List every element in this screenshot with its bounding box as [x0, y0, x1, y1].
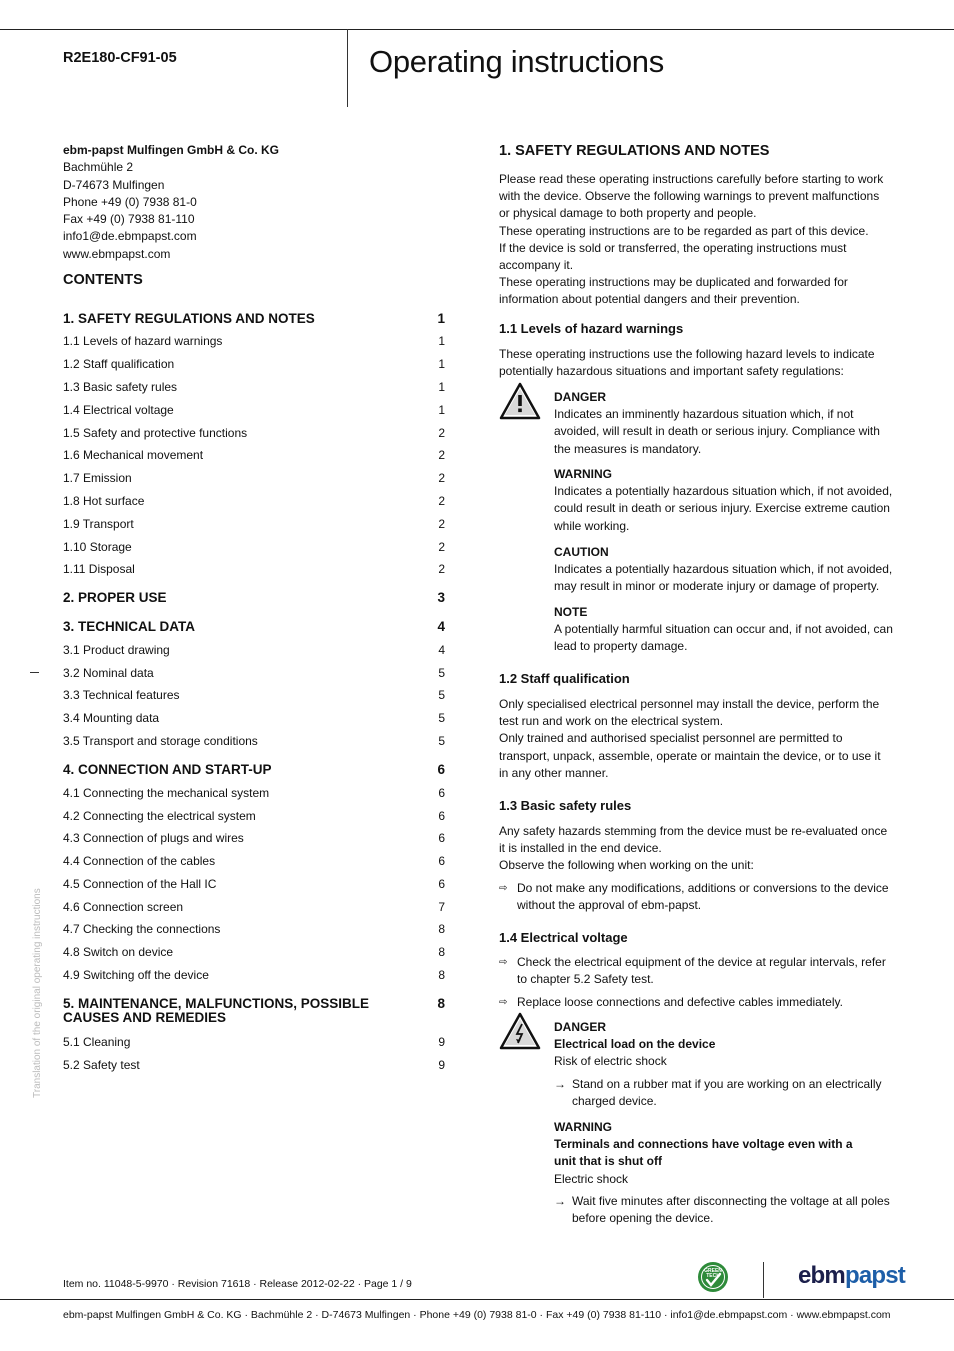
toc-label — [63, 448, 203, 462]
toc-page-number: 6 — [438, 831, 445, 845]
toc-label-line: 3.5 Transport and storage conditions — [63, 734, 258, 748]
toc-label-line: 4.9 Switching off the device — [63, 968, 209, 982]
arrow-right-icon: → — [554, 1194, 566, 1208]
basic-rules-bullet — [499, 880, 891, 914]
toc-page-number: 5 — [438, 711, 445, 725]
toc-page-number: 1 — [437, 311, 445, 326]
arrow-bullet-icon: ⇨ — [499, 997, 508, 1008]
address-block — [63, 142, 363, 263]
note-block — [554, 604, 894, 656]
toc-label-line: 4.1 Connecting the mechanical system — [63, 786, 270, 800]
ebmpapst-logo — [798, 1262, 905, 1290]
toc-page-number: 6 — [438, 877, 445, 891]
logo-part-papst: papst — [844, 1262, 905, 1289]
toc-label-line: 1.5 Safety and protective functions — [63, 426, 248, 440]
toc-label-line: 4.3 Connection of plugs and wires — [63, 831, 244, 845]
toc-label — [63, 540, 132, 554]
safety-intro-2: These operating instructions are to be regarded as part of this device. — [499, 223, 869, 238]
toc-label-line: 3.4 Mounting data — [63, 711, 160, 725]
toc-label — [63, 426, 247, 440]
toc-label-line: 1.11 Disposal — [63, 562, 135, 576]
toc-page-number: 7 — [438, 900, 445, 914]
email: info1@de.ebmpapst.com — [63, 229, 197, 244]
voltage-heading: 1.4 Electrical voltage — [499, 930, 628, 945]
toc-label — [63, 945, 173, 959]
toc-label-line: 1.10 Storage — [63, 540, 132, 554]
toc-label — [63, 900, 183, 914]
toc-label — [63, 311, 315, 326]
levels-text: These operating instructions use the following hazard levels to indicate potentially hazardous situations and important safety regulations: — [499, 347, 875, 379]
footer-rule — [0, 1299, 954, 1300]
toc-label — [63, 380, 177, 394]
toc-label-line: 5.2 Safety test — [63, 1058, 140, 1072]
toc-page-number: 5 — [438, 666, 445, 680]
arrow-bullet-icon: ⇨ — [499, 957, 508, 968]
toc-page-number: 5 — [438, 734, 445, 748]
toc-page-number: 8 — [437, 996, 445, 1011]
voltage-danger-text: Risk of electric shock — [554, 1054, 667, 1069]
document-info: Item no. 11048-5-9970 · Revision 71618 · Release 2012-02-22 · Page 1 / 9 — [63, 1278, 412, 1290]
toc-label — [63, 968, 209, 982]
toc-label-line: 1.7 Emission — [63, 471, 132, 485]
voltage-danger-action — [554, 1076, 894, 1110]
toc-label — [63, 357, 174, 371]
toc-page-number: 8 — [438, 945, 445, 959]
warning-text: Indicates a potentially hazardous situation which, if not avoided, could result in death or serious injury. Exercise extreme caution while working. — [554, 484, 893, 533]
margin-tick — [30, 672, 39, 673]
toc-page-number: 6 — [438, 786, 445, 800]
website: www.ebmpapst.com — [63, 246, 171, 261]
toc-label-line: 4. CONNECTION AND START-UP — [63, 762, 272, 777]
basic-rules-heading: 1.3 Basic safety rules — [499, 798, 632, 813]
danger-block — [554, 389, 894, 458]
toc-page-number: 9 — [438, 1058, 445, 1072]
toc-label-line: 2. PROPER USE — [63, 590, 167, 605]
toc-page-number: 2 — [438, 448, 445, 462]
toc-label-line: 4.4 Connection of the cables — [63, 854, 216, 868]
toc-page-number: 2 — [438, 426, 445, 440]
toc-label — [63, 334, 222, 348]
warning-triangle-icon — [499, 382, 541, 425]
footer-address: ebm-papst Mulfingen GmbH & Co. KG · Bachmühle 2 · D-74673 Mulfingen · Phone +49 (0) 7938 81-0 · Fax +49 (0) 7938 81-110 · info1@de.ebmpapst.com · www.ebmpapst.com — [63, 1309, 891, 1321]
staff-text — [499, 696, 891, 782]
voltage-warning-text: Electric shock — [554, 1171, 629, 1186]
logo-part-ebm: ebm — [798, 1262, 845, 1289]
note-title: NOTE — [554, 605, 588, 619]
staff-text-1: Only specialised electrical personnel may install the device, perform the test run and work on the electrical system. — [499, 697, 880, 729]
toc-page-number: 2 — [438, 471, 445, 485]
toc-label — [63, 590, 167, 605]
toc-page-number: 1 — [438, 334, 445, 348]
toc-page-number: 1 — [438, 380, 445, 394]
staff-text-2: Only trained and authorised specialist personnel are permitted to transport, unpack, assemble, operate or maintain the device, or to use it in any other manner. — [499, 731, 881, 780]
voltage-bullet-1-text: Check the electrical equipment of the device at regular intervals, refer to chapter 5.2 Safety test. — [517, 955, 886, 987]
toc-page-number: 5 — [438, 688, 445, 702]
toc-label-line: 1.4 Electrical voltage — [63, 403, 174, 417]
voltage-warning-block — [554, 1119, 894, 1188]
caution-block — [554, 544, 894, 596]
voltage-danger-action-text: Stand on a rubber mat if you are working on an electrically charged device. — [572, 1077, 882, 1109]
phone: Phone +49 (0) 7938 81-0 — [63, 194, 197, 209]
voltage-warning-action — [554, 1193, 894, 1227]
toc-page-number: 1 — [438, 403, 445, 417]
toc-page-number: 3 — [437, 590, 445, 605]
toc-label — [63, 643, 170, 657]
safety-intro — [499, 171, 891, 309]
safety-heading: 1. SAFETY REGULATIONS AND NOTES — [499, 143, 770, 159]
toc-label-line: 1.9 Transport — [63, 517, 134, 531]
toc-page-number: 8 — [438, 922, 445, 936]
arrow-right-icon: → — [554, 1077, 566, 1091]
basic-rules-text — [499, 823, 891, 875]
toc-page-number: 9 — [438, 1035, 445, 1049]
toc-page-number: 4 — [438, 643, 445, 657]
voltage-bullet-2 — [499, 994, 891, 1011]
voltage-warning-title: WARNING — [554, 1120, 612, 1134]
toc-label — [63, 831, 244, 845]
toc-label — [63, 471, 132, 485]
toc-label — [63, 562, 135, 576]
toc-label-line: 5. MAINTENANCE, MALFUNCTIONS, POSSIBLE — [63, 996, 370, 1011]
city: D-74673 Mulfingen — [63, 177, 165, 192]
safety-intro-4: These operating instructions may be duplicated and forwarded for information about potential dangers and their prevention. — [499, 275, 848, 307]
voltage-danger-block — [554, 1019, 894, 1071]
toc-label-line: 4.6 Connection screen — [63, 900, 184, 914]
company-name: ebm-papst Mulfingen GmbH & Co. KG — [63, 143, 279, 157]
toc-label — [63, 1058, 140, 1072]
toc-page-number: 6 — [438, 854, 445, 868]
toc-label-line: 3.3 Technical features — [63, 688, 180, 702]
toc-page-number: 6 — [437, 762, 445, 777]
caution-text: Indicates a potentially hazardous situation which, if not avoided, may result in minor or moderate injury or damage of property. — [554, 562, 893, 594]
toc-page-number: 6 — [438, 809, 445, 823]
toc-label-line: 4.5 Connection of the Hall IC — [63, 877, 217, 891]
toc-label-line: 5.1 Cleaning — [63, 1035, 131, 1049]
voltage-danger-title: DANGER — [554, 1020, 607, 1034]
toc-label — [63, 494, 144, 508]
toc-label — [63, 922, 220, 936]
toc-label — [63, 619, 195, 634]
voltage-warning-action-text: Wait five minutes after disconnecting the voltage at all poles before opening the device. — [572, 1194, 890, 1226]
badge-top-text: GREEN — [704, 1268, 722, 1274]
toc-page-number: 1 — [438, 357, 445, 371]
toc-label-line: 1. SAFETY REGULATIONS AND NOTES — [63, 311, 315, 326]
danger-title: DANGER — [554, 390, 607, 404]
toc-label-line: 4.8 Switch on device — [63, 945, 174, 959]
toc-label — [63, 517, 134, 531]
toc-page-number: 2 — [438, 494, 445, 508]
basic-rules-text-2: Observe the following when working on the unit: — [499, 858, 754, 873]
danger-text: Indicates an imminently hazardous situation which, if not avoided, will result in death or serious injury. Compliance with the measures is mandatory. — [554, 407, 880, 456]
street: Bachmühle 2 — [63, 160, 134, 175]
toc-label-line: 1.2 Staff qualification — [63, 357, 175, 371]
toc-label — [63, 688, 180, 702]
caution-title: CAUTION — [554, 545, 609, 559]
toc-label — [63, 711, 159, 725]
basic-rules-bullet-text: Do not make any modifications, additions or conversions to the device without the approval of ebm-papst. — [517, 881, 889, 913]
levels-heading: 1.1 Levels of hazard warnings — [499, 321, 684, 336]
voltage-bullet-2-text: Replace loose connections and defective cables immediately. — [517, 995, 843, 1009]
toc-label-line: 4.2 Connecting the electrical system — [63, 809, 256, 823]
page-title: Operating instructions — [369, 44, 664, 79]
toc-label-line: 3.1 Product drawing — [63, 643, 170, 657]
toc-label — [63, 1035, 130, 1049]
badge-bottom-text: TECH — [706, 1273, 720, 1279]
toc-label — [63, 403, 174, 417]
warning-block — [554, 466, 894, 535]
toc-label-line: 1.3 Basic safety rules — [63, 380, 178, 394]
fax: Fax +49 (0) 7938 81-110 — [63, 212, 195, 227]
toc-label-line: 4.7 Checking the connections — [63, 922, 221, 936]
toc-label — [63, 734, 258, 748]
toc-label — [63, 996, 369, 1025]
electric-hazard-icon — [499, 1012, 541, 1055]
side-note: Translation of the original operating instructions — [32, 888, 43, 1098]
header-top-rule — [0, 29, 954, 30]
voltage-bullet-1 — [499, 954, 891, 988]
toc-page-number: 4 — [437, 619, 445, 634]
green-tech-badge-icon — [697, 1261, 729, 1298]
safety-intro-3: If the device is sold or transferred, the operating instructions must accompany it. — [499, 240, 847, 273]
toc-label — [63, 762, 272, 777]
toc-label — [63, 877, 216, 891]
toc-label — [63, 786, 269, 800]
warning-title: WARNING — [554, 467, 612, 481]
voltage-warning-subtitle: Terminals and connections have voltage even with a unit that is shut off — [554, 1137, 853, 1169]
toc-label — [63, 666, 154, 680]
toc-label-line: 1.6 Mechanical movement — [63, 448, 204, 462]
footer-divider — [763, 1262, 764, 1298]
safety-intro-1: Please read these operating instructions carefully before starting to work with the device. Observe the following warnings to prevent malfunctions or physical damage to both property and people. — [499, 172, 884, 221]
toc-label-line: 1.1 Levels of hazard warnings — [63, 334, 223, 348]
toc-label-line-2: CAUSES AND REMEDIES — [63, 1010, 227, 1025]
basic-rules-text-1: Any safety hazards stemming from the device must be re-evaluated once it is installed in the end device. — [499, 824, 888, 856]
voltage-danger-subtitle: Electrical load on the device — [554, 1037, 716, 1052]
toc-page-number: 2 — [438, 562, 445, 576]
toc-page-number: 2 — [438, 540, 445, 554]
toc-page-number: 2 — [438, 517, 445, 531]
staff-heading: 1.2 Staff qualification — [499, 671, 630, 686]
toc-label-line: 1.8 Hot surface — [63, 494, 145, 508]
header-divider — [347, 29, 348, 107]
toc-label — [63, 854, 215, 868]
toc-page-number: 8 — [438, 968, 445, 982]
toc-label-line: 3.2 Nominal data — [63, 666, 154, 680]
note-text: A potentially harmful situation can occur and, if not avoided, can lead to property damage. — [554, 622, 893, 654]
toc-label — [63, 809, 256, 823]
contents-heading: CONTENTS — [63, 272, 143, 288]
arrow-bullet-icon: ⇨ — [499, 883, 508, 894]
toc-label-line: 3. TECHNICAL DATA — [63, 619, 196, 634]
model-number: R2E180-CF91-05 — [63, 50, 177, 66]
